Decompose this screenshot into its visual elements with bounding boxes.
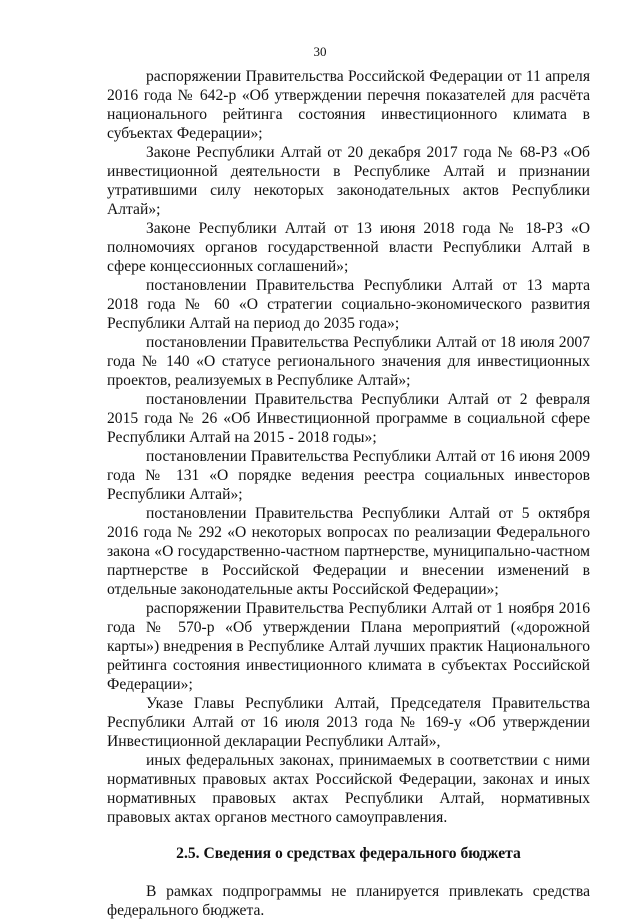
paragraph-law-18rz: Законе Республики Алтай от 13 июня 2018 года № 18-РЗ «О полномочиях органов государственной власти Республики Алтай в сфере концессионных соглашений»;	[107, 220, 590, 275]
paragraph-decree-169u: Указе Главы Республики Алтай, Председателя Правительства Республики Алтай от 16 июля 2013 года № 169-у «Об утверждении Инвестиционной декларации Республики Алтай»,	[107, 695, 590, 750]
paragraph-resolution-26: постановлении Правительства Республики Алтай от 2 февраля 2015 года № 26 «Об Инвестиционной программе в социальной сфере Республики Алтай на 2015 - 2018 годы»;	[107, 391, 590, 446]
paragraph-resolution-140: постановлении Правительства Республики Алтай от 18 июля 2007 года № 140 «О статусе регионального значения для инвестиционных проектов, реализуемых в Республике Алтай»;	[107, 334, 590, 389]
paragraph-federal-budget: В рамках подпрограммы не планируется привлекать средства федерального бюджета.	[107, 883, 590, 919]
paragraph-law-68rz: Законе Республики Алтай от 20 декабря 2017 года № 68-РЗ «Об инвестиционной деятельности в Республике Алтай и признании утратившими силу некоторых законодательных актов Республики Алтай»;	[107, 144, 590, 218]
paragraph-order-570r: распоряжении Правительства Республики Алтай от 1 ноября 2016 года № 570-р «Об утверждении Плана мероприятий («дорожной карты») внедрения в Республике Алтай лучших практик Национального рейтинга состояния инвестиционного климата в субъектах Российской Федерации»;	[107, 600, 590, 693]
paragraph-resolution-131: постановлении Правительства Республики Алтай от 16 июня 2009 года № 131 «О порядке ведения реестра социальных инвесторов Республики Алтай»;	[107, 448, 590, 503]
page-number: 30	[313, 44, 327, 59]
section-heading: 2.5. Сведения о средствах федерального бюджета	[176, 845, 521, 862]
paragraph-other-acts: иных федеральных законах, принимаемых в соответствии с ними нормативных правовых актах Российской Федерации, законах и иных нормативных правовых актах Республики Алтай, нормативных правовых актах органов местного самоуправления.	[107, 752, 590, 826]
paragraph-resolution-292: постановлении Правительства Республики Алтай от 5 октября 2016 года № 292 «О некоторых вопросах по реализации Федерального закона «О государственно-частном партнерстве, муниципально-частном партнерстве в Российской Федерации и внесении изменений в отдельные законодательные акты Российской Федерации»;	[107, 505, 590, 598]
document-body	[107, 67, 590, 920]
paragraph-resolution-60: постановлении Правительства Республики Алтай от 13 марта 2018 года № 60 «О стратегии социально-экономического развития Республики Алтай на период до 2035 года»;	[107, 277, 590, 332]
paragraph-order-642r: распоряжении Правительства Российской Федерации от 11 апреля 2016 года № 642-р «Об утверждении перечня показателей для расчёта национального рейтинга состояния инвестиционного климата в субъектах Федерации»;	[107, 68, 590, 142]
